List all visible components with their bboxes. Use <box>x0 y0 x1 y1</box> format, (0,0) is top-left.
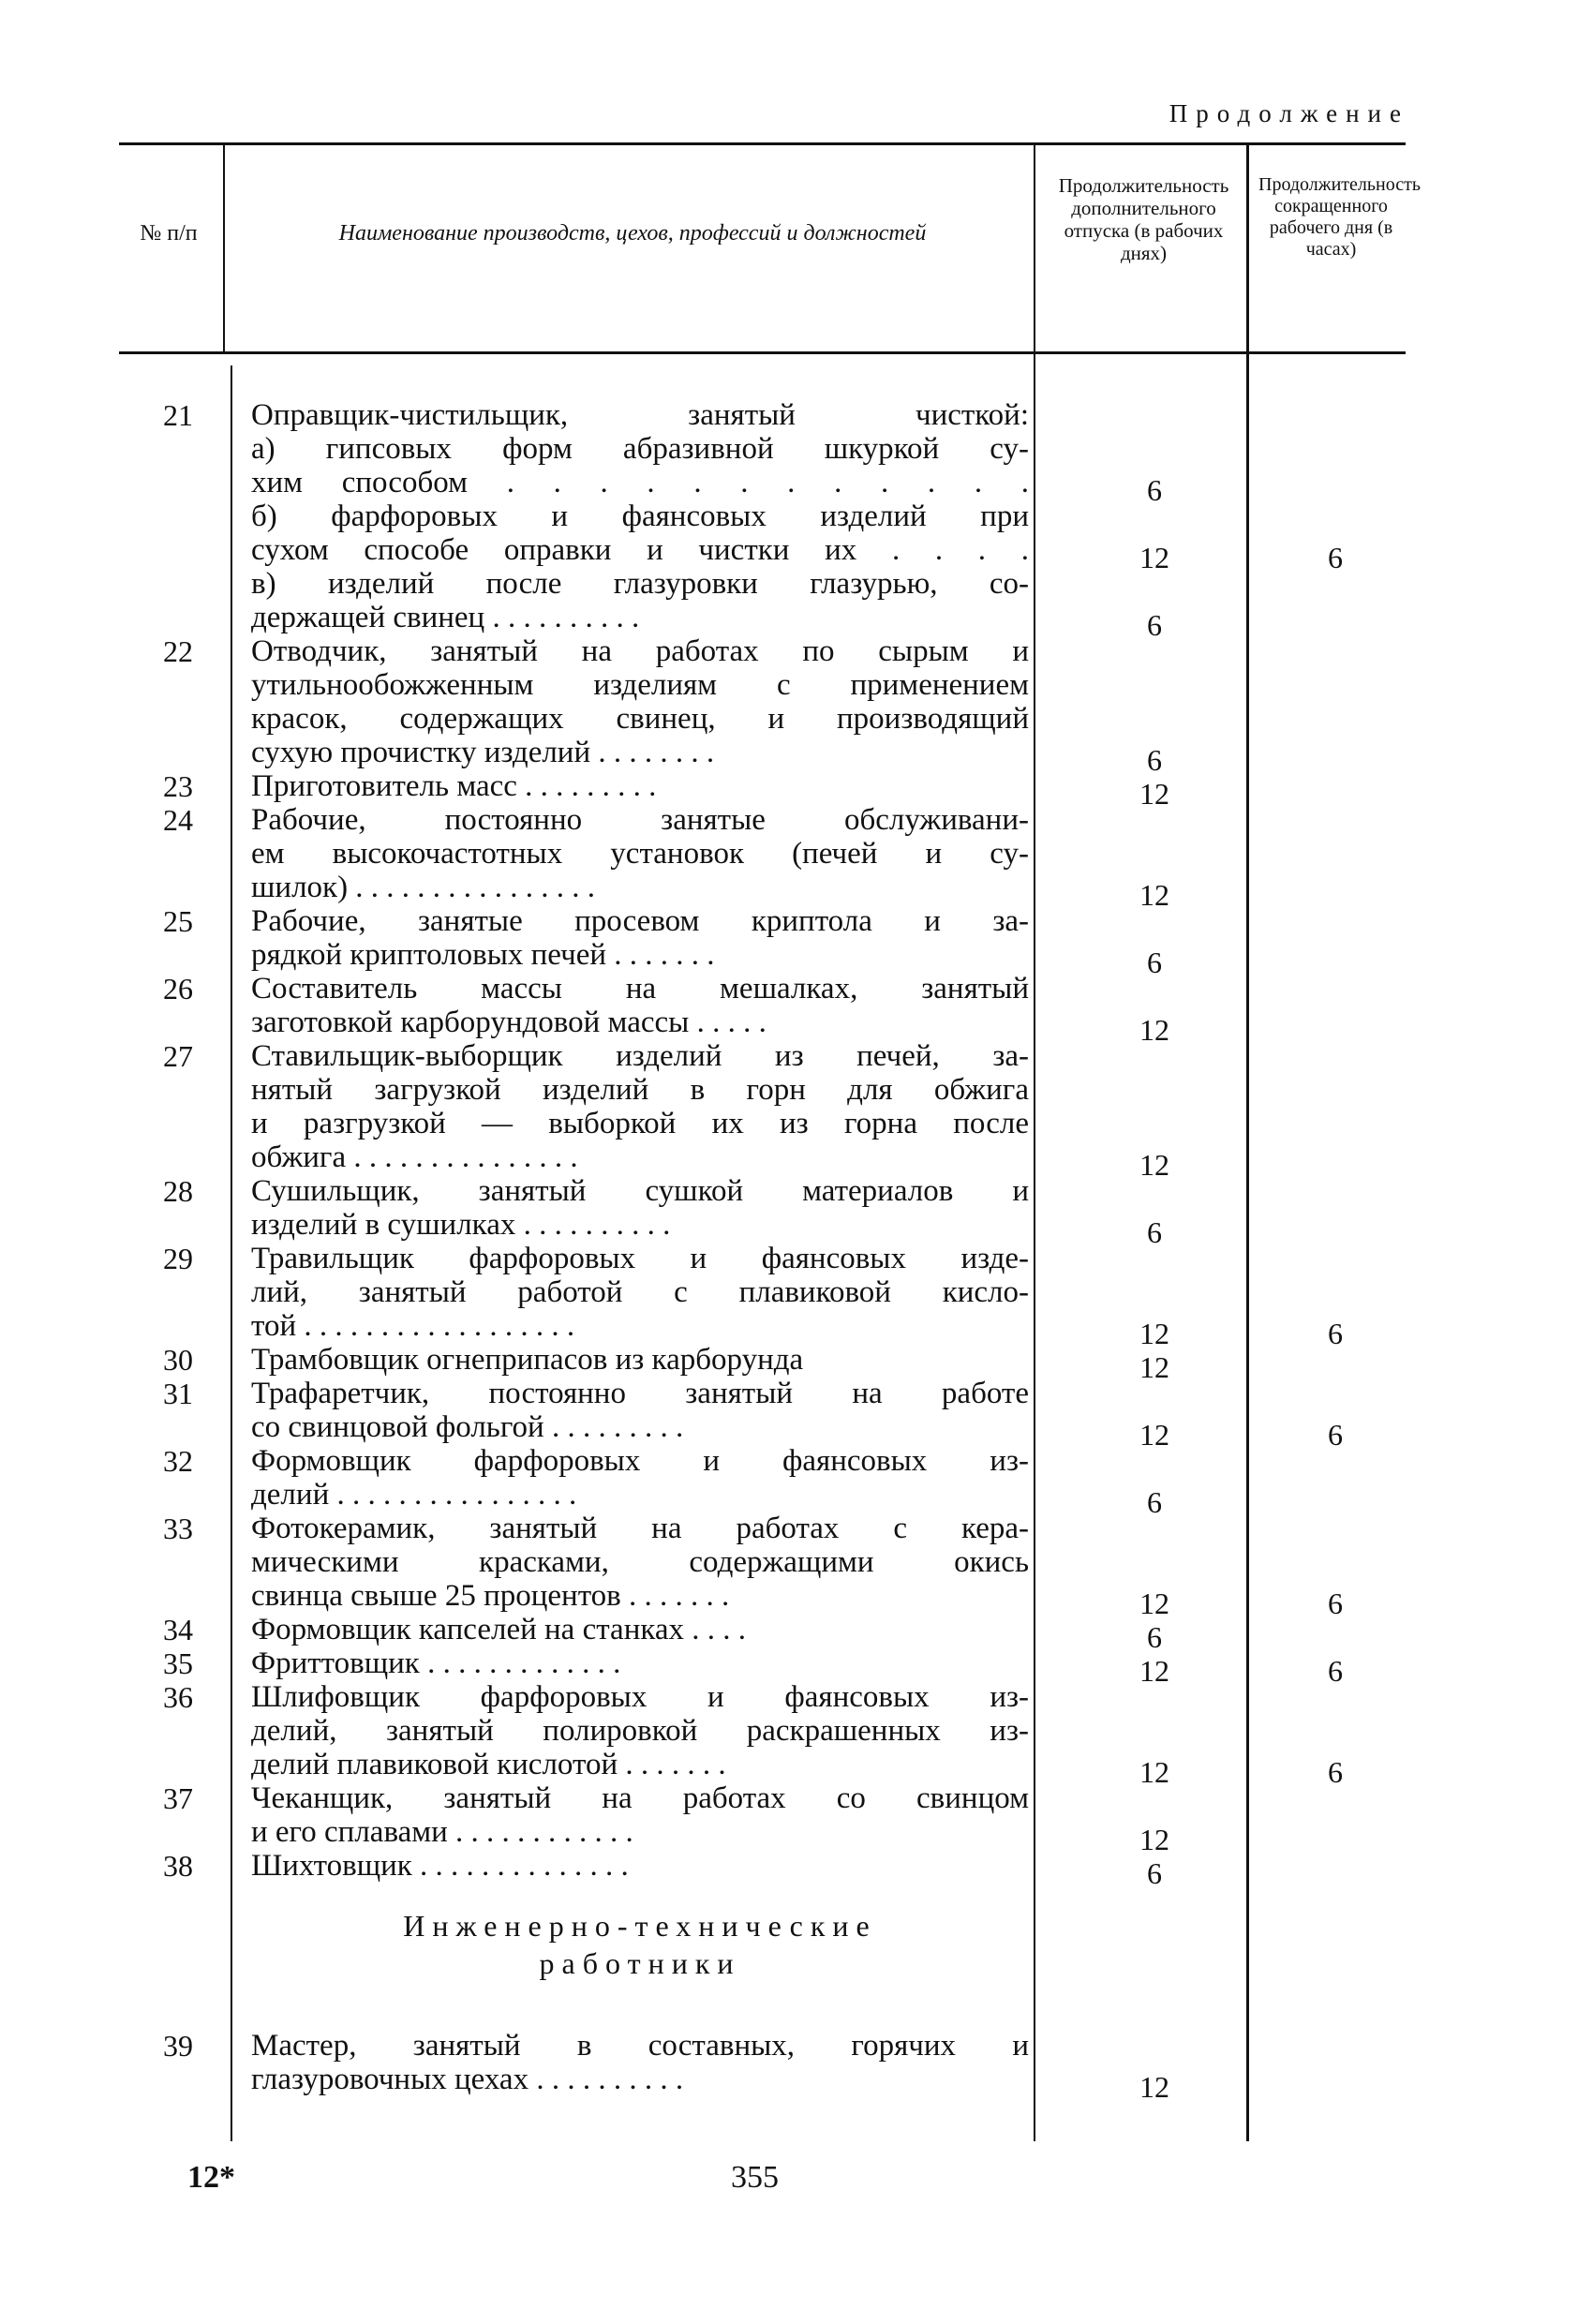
vacation-days-value: 12 <box>1139 1317 1169 1350</box>
vacation-days-value: 12 <box>1139 878 1169 912</box>
description-line: сухом способе оправки и чистки их . . . . <box>251 533 1029 567</box>
description-line: Рабочие, занятые просевом криптола и за- <box>251 904 1029 938</box>
row-number: 30 <box>163 1343 193 1377</box>
col-rule-2 <box>1034 142 1035 2141</box>
description-line: красок, содержащих свинец, и производящий <box>251 702 1029 736</box>
description-line: в) изделий после глазуровки глазурью, со- <box>251 567 1029 601</box>
row-number: 39 <box>163 2029 193 2063</box>
row-description <box>251 2029 1029 2096</box>
reduced-hours-value: 6 <box>1328 1418 1343 1452</box>
description-line: лий, занятый работой с плавиковой кисло- <box>251 1275 1029 1309</box>
description-line: а) гипсовых форм абразивной шкуркой су- <box>251 432 1029 466</box>
continuation-label: Продолжение <box>1169 99 1409 127</box>
section-heading-line: работники <box>539 1946 741 1980</box>
row-description <box>251 398 1029 634</box>
reduced-hours-value: 6 <box>1328 541 1343 574</box>
row-number: 38 <box>163 1849 193 1883</box>
row-number: 32 <box>163 1444 193 1478</box>
row-number: 28 <box>163 1174 193 1208</box>
row-number: 22 <box>163 634 193 668</box>
header-top-rule <box>119 142 1406 145</box>
description-line: держащей свинец . . . . . . . . . . <box>251 601 640 634</box>
row-description <box>251 1613 1029 1646</box>
vacation-days-value: 6 <box>1147 1856 1162 1890</box>
description-line: изделий в сушилках . . . . . . . . . . <box>251 1208 671 1242</box>
vacation-days-value: 12 <box>1139 1823 1169 1856</box>
description-line: Формовщик капселей на станках . . . . <box>251 1613 747 1646</box>
row-number: 25 <box>163 904 193 938</box>
description-line: б) фарфоровых и фаянсовых изделий при <box>251 499 1029 533</box>
row-number: 36 <box>163 1680 193 1714</box>
description-line: и его сплавами . . . . . . . . . . . . <box>251 1815 633 1849</box>
description-line: Оправщик-чистильщик, занятый чисткой: <box>251 398 1029 432</box>
description-line: со свинцовой фольгой . . . . . . . . . <box>251 1410 684 1444</box>
description-line: глазуровочных цехах . . . . . . . . . . <box>251 2063 684 2096</box>
description-line: Трафаретчик, постоянно занятый на работе <box>251 1377 1029 1410</box>
row-number: 21 <box>163 398 193 432</box>
row-description <box>251 1444 1029 1512</box>
description-line: Травильщик фарфоровых и фаянсовых изде- <box>251 1242 1029 1275</box>
description-line: заготовкой карборундовой массы . . . . . <box>251 1006 767 1039</box>
description-line: утильнообожженным изделиям с применением <box>251 668 1029 702</box>
header-name: Наименование производств, цехов, профессий и должностей <box>338 221 927 246</box>
row-description <box>251 904 1029 972</box>
row-description <box>251 1242 1029 1343</box>
description-line: Отводчик, занятый на работах по сырым и <box>251 634 1029 668</box>
row-description <box>251 1646 1029 1680</box>
vacation-days-value: 12 <box>1139 777 1169 811</box>
description-line: той . . . . . . . . . . . . . . . . . . <box>251 1309 575 1343</box>
description-line: хим способом . . . . . . . . . . . . <box>251 466 1029 499</box>
vacation-days-value: 12 <box>1139 1654 1169 1688</box>
description-line: свинца свыше 25 процентов . . . . . . . <box>251 1579 730 1613</box>
header-hours: Продолжительность сокращенного рабочего дня (в часах) <box>1258 174 1421 260</box>
description-line: и разгрузкой — выборкой их из горна после <box>251 1107 1029 1140</box>
description-line: сухую прочистку изделий . . . . . . . . <box>251 736 715 769</box>
header-bottom-rule <box>119 351 1406 354</box>
row-description <box>251 1174 1029 1242</box>
description-line: Фриттовщик . . . . . . . . . . . . . <box>251 1646 621 1680</box>
reduced-hours-value: 6 <box>1328 1587 1343 1620</box>
vacation-days-value: 6 <box>1147 743 1162 777</box>
vacation-days-value: 6 <box>1147 946 1162 979</box>
vacation-days-value: 6 <box>1147 608 1162 642</box>
vacation-days-value: 12 <box>1139 1350 1169 1384</box>
reduced-hours-value: 6 <box>1328 1317 1343 1350</box>
vacation-days-value: 12 <box>1139 1418 1169 1452</box>
reduced-hours-value: 6 <box>1328 1755 1343 1789</box>
row-number: 35 <box>163 1646 193 1680</box>
description-line: обжига . . . . . . . . . . . . . . . <box>251 1140 578 1174</box>
row-description <box>251 769 1029 803</box>
section-heading <box>251 1907 1029 1982</box>
row-number: 23 <box>163 769 193 803</box>
row-description <box>251 972 1029 1039</box>
vacation-days-value: 6 <box>1147 1485 1162 1519</box>
row-number: 34 <box>163 1613 193 1646</box>
row-number: 27 <box>163 1039 193 1073</box>
description-line: Сушильщик, занятый сушкой материалов и <box>251 1174 1029 1208</box>
reduced-hours-value: 6 <box>1328 1654 1343 1688</box>
page-number: 355 <box>731 2160 779 2195</box>
vacation-days-value: 12 <box>1139 541 1169 574</box>
row-description <box>251 634 1029 769</box>
row-description <box>251 1343 1029 1377</box>
description-line: Чеканщик, занятый на работах со свинцом <box>251 1781 1029 1815</box>
description-line: Мастер, занятый в составных, горячих и <box>251 2029 1029 2063</box>
vacation-days-value: 6 <box>1147 1215 1162 1249</box>
description-line: Фотокерамик, занятый на работах с кера- <box>251 1512 1029 1545</box>
description-line: шилок) . . . . . . . . . . . . . . . . <box>251 871 596 904</box>
description-line: делий . . . . . . . . . . . . . . . . <box>251 1478 577 1512</box>
row-number: 33 <box>163 1512 193 1545</box>
header-num: № п/п <box>140 221 198 246</box>
section-heading-line: Инженерно-технические <box>403 1909 877 1943</box>
description-line: ем высокочастотных установок (печей и су- <box>251 837 1029 871</box>
row-description <box>251 1781 1029 1849</box>
page-marker: 12* <box>187 2160 235 2195</box>
description-line: Рабочие, постоянно занятые обслуживани- <box>251 803 1029 837</box>
description-line: Приготовитель масс . . . . . . . . . <box>251 769 657 803</box>
col-rule-1-body <box>231 365 232 2141</box>
row-description <box>251 1680 1029 1781</box>
vacation-days-value: 12 <box>1139 2070 1169 2104</box>
col-rule-3 <box>1246 142 1249 2141</box>
row-description <box>251 1849 1029 1883</box>
vacation-days-value: 12 <box>1139 1148 1169 1182</box>
row-description <box>251 803 1029 904</box>
description-line: мическими красками, содержащими окись <box>251 1545 1029 1579</box>
vacation-days-value: 12 <box>1139 1013 1169 1047</box>
description-line: рядкой криптоловых печей . . . . . . . <box>251 938 715 972</box>
header-days: Продолжительность дополнительного отпуска (в рабочих днях) <box>1058 174 1229 265</box>
row-number: 31 <box>163 1377 193 1410</box>
row-number: 29 <box>163 1242 193 1275</box>
row-description <box>251 1512 1029 1613</box>
description-line: Формовщик фарфоровых и фаянсовых из- <box>251 1444 1029 1478</box>
description-line: Составитель массы на мешалках, занятый <box>251 972 1029 1006</box>
col-rule-1 <box>223 142 225 351</box>
description-line: делий, занятый полировкой раскрашенных из- <box>251 1714 1029 1748</box>
vacation-days-value: 6 <box>1147 1620 1162 1654</box>
row-number: 37 <box>163 1781 193 1815</box>
row-description <box>251 1039 1029 1174</box>
row-number: 26 <box>163 972 193 1006</box>
description-line: Шлифовщик фарфоровых и фаянсовых из- <box>251 1680 1029 1714</box>
description-line: Ставильщик-выборщик изделий из печей, за- <box>251 1039 1029 1073</box>
description-line: Шихтовщик . . . . . . . . . . . . . . <box>251 1849 629 1883</box>
description-line: Трамбовщик огнеприпасов из карборунда <box>251 1343 804 1377</box>
row-number: 24 <box>163 803 193 837</box>
vacation-days-value: 12 <box>1139 1755 1169 1789</box>
description-line: нятый загрузкой изделий в горн для обжига <box>251 1073 1029 1107</box>
description-line: делий плавиковой кислотой . . . . . . . <box>251 1748 726 1781</box>
vacation-days-value: 12 <box>1139 1587 1169 1620</box>
vacation-days-value: 6 <box>1147 473 1162 507</box>
row-description <box>251 1377 1029 1444</box>
